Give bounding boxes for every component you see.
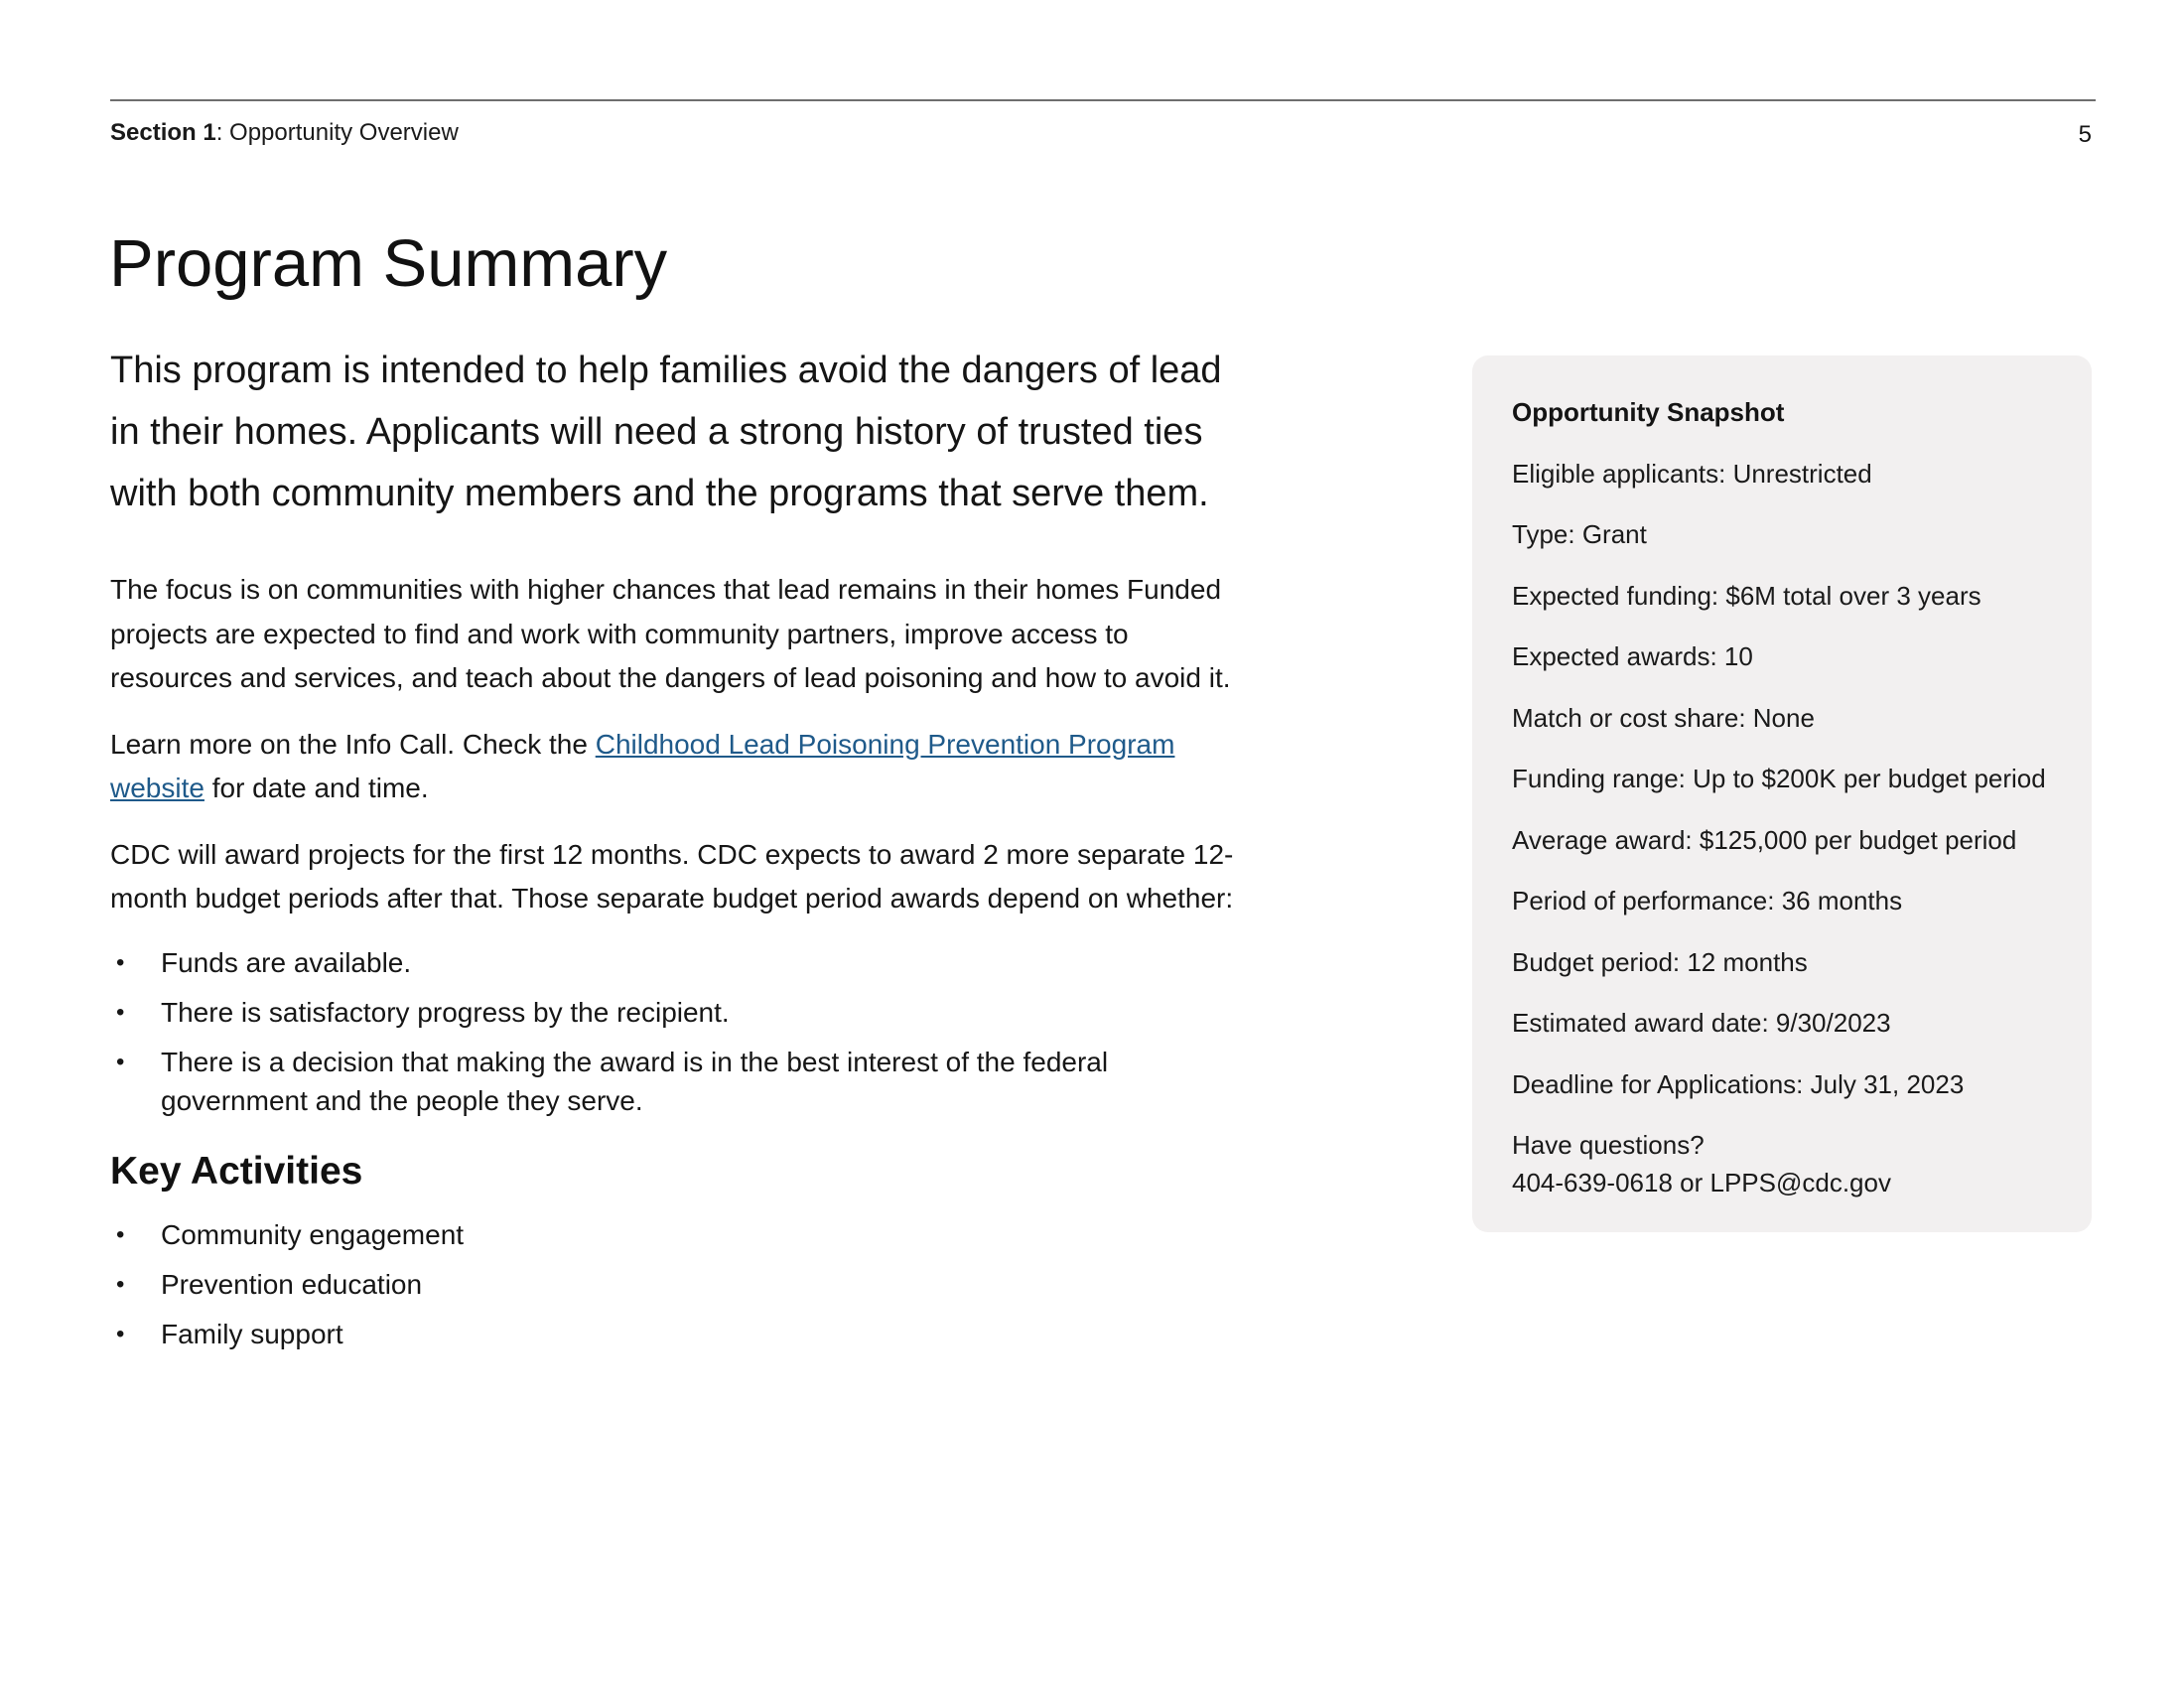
award-conditions-list bbox=[110, 943, 1252, 1120]
questions-contact: 404-639-0618 or LPPS@cdc.gov bbox=[1512, 1168, 1891, 1197]
snapshot-item-period-of-performance: Period of performance: 36 months bbox=[1512, 886, 1903, 915]
bullet-icon: • bbox=[116, 1048, 125, 1075]
running-header bbox=[110, 119, 459, 147]
list-item-text: Family support bbox=[161, 1318, 343, 1349]
info-call-text-end: for date and time. bbox=[204, 773, 429, 803]
list-item bbox=[110, 1315, 1252, 1353]
section-title: : Opportunity Overview bbox=[215, 119, 459, 146]
program-website-link[interactable]: Childhood Lead Poisoning Prevention Program website bbox=[110, 728, 1175, 803]
key-activities-heading: Key Activities bbox=[110, 1149, 363, 1193]
snapshot-item-eligible-applicants: Eligible applicants: Unrestricted bbox=[1512, 458, 1872, 489]
bullet-icon: • bbox=[116, 1220, 125, 1248]
header-rule bbox=[110, 99, 2096, 101]
opportunity-snapshot-panel bbox=[1472, 355, 2092, 1232]
snapshot-item-estimated-award-date: Estimated award date: 9/30/2023 bbox=[1512, 1008, 1891, 1038]
snapshot-item-type: Type: Grant bbox=[1512, 519, 1647, 549]
page-title: Program Summary bbox=[109, 226, 668, 301]
list-item bbox=[110, 1215, 1252, 1254]
snapshot-title: Opportunity Snapshot bbox=[1512, 397, 1785, 427]
snapshot-item-budget-period: Budget period: 12 months bbox=[1512, 946, 1808, 977]
section-label: Section 1 bbox=[110, 119, 216, 146]
list-item bbox=[110, 1265, 1252, 1304]
snapshot-item-deadline: Deadline for Applications: July 31, 2023 bbox=[1512, 1068, 1965, 1099]
list-item-text: Community engagement bbox=[161, 1218, 465, 1250]
snapshot-item-funding-range: Funding range: Up to $200K per budget period bbox=[1512, 764, 2046, 793]
main-content bbox=[110, 340, 1252, 1364]
list-item-text: Prevention education bbox=[161, 1268, 423, 1300]
info-call-paragraph bbox=[110, 723, 1252, 811]
snapshot-item-questions bbox=[1512, 1126, 2052, 1201]
info-call-text: Learn more on the Info Call. Check the bbox=[110, 728, 596, 760]
award-paragraph: CDC will award projects for the first 12 months. CDC expects to award 2 more separate 12-month budget periods after that. Those separate budget period awards depend on whether: bbox=[110, 838, 1234, 914]
list-item-text: There is satisfactory progress by the recipient. bbox=[161, 996, 730, 1028]
list-item bbox=[110, 943, 1252, 982]
bullet-icon: • bbox=[116, 1270, 125, 1298]
bullet-icon: • bbox=[116, 1320, 125, 1347]
key-activities-list bbox=[110, 1215, 1252, 1353]
snapshot-item-match-cost-share: Match or cost share: None bbox=[1512, 702, 1815, 733]
questions-label: Have questions? bbox=[1512, 1130, 1705, 1160]
bullet-icon: • bbox=[116, 998, 125, 1026]
lede-paragraph: This program is intended to help families avoid the dangers of lead in their homes. Applicants will need a strong history of trusted ties with both community members and the programs that serve them. bbox=[110, 350, 1222, 514]
list-item bbox=[110, 1043, 1252, 1120]
list-item bbox=[110, 993, 1252, 1032]
focus-paragraph: The focus is on communities with higher chances that lead remains in their homes Funded projects are expected to find and work with community partners, improve access to resources and services, and teach about the dangers of lead poisoning and how to avoid it. bbox=[110, 574, 1231, 693]
snapshot-item-average-award: Average award: $125,000 per budget period bbox=[1512, 824, 2017, 855]
snapshot-item-expected-awards: Expected awards: 10 bbox=[1512, 641, 1753, 671]
list-item-text: There is a decision that making the award is in the best interest of the federal government and the people they serve. bbox=[161, 1046, 1109, 1116]
snapshot-item-expected-funding: Expected funding: $6M total over 3 years bbox=[1512, 580, 1981, 611]
page-number: 5 bbox=[2078, 121, 2092, 148]
list-item-text: Funds are available. bbox=[161, 946, 412, 978]
bullet-icon: • bbox=[116, 948, 125, 976]
